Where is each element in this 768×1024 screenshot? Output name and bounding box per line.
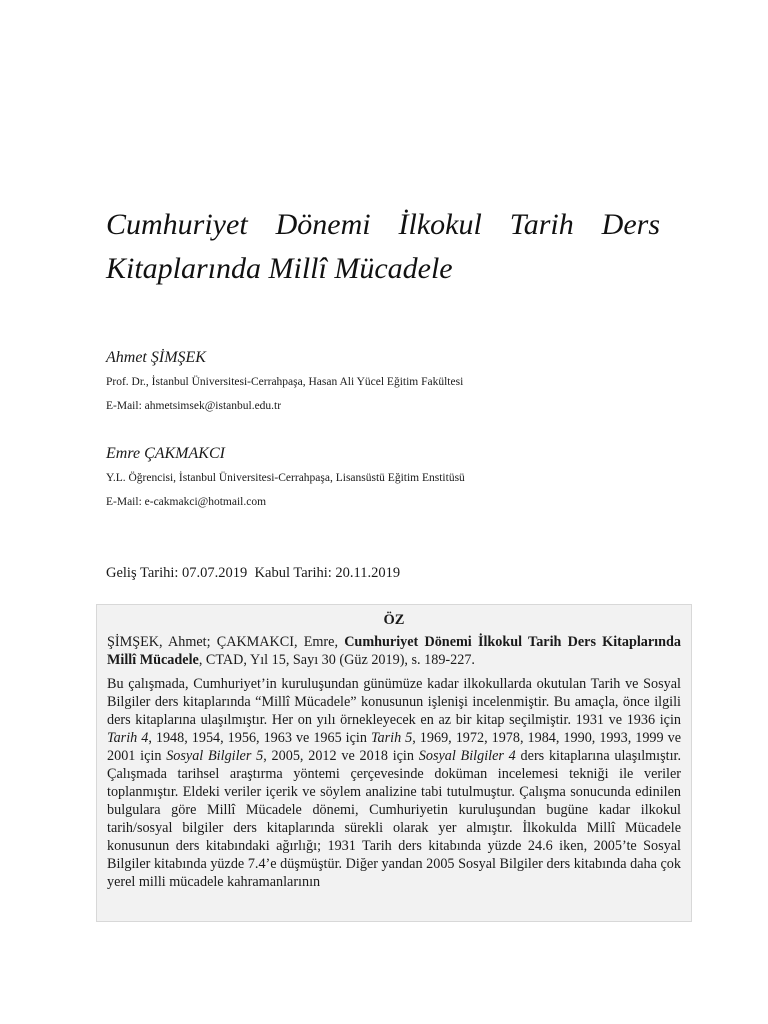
abstract-text: , 2005, 2012 ve 2018 için <box>263 748 419 764</box>
received-date: Geliş Tarihi: 07.07.2019 <box>106 565 248 581</box>
author-name: Emre ÇAKMAKCI <box>106 445 225 462</box>
article-title: Cumhuriyet Dönemi İlkokul Tarih Ders Kitaplarında Millî Mücadele <box>106 208 660 285</box>
author-affiliation: Y.L. Öğrencisi, İstanbul Üniversitesi-Cerrahpaşa, Lisansüstü Eğitim Enstitüsü <box>106 472 465 484</box>
abstract-citation <box>107 633 681 669</box>
date-separator <box>247 565 254 581</box>
accepted-date: Kabul Tarihi: 20.11.2019 <box>254 565 401 581</box>
book-title: Sosyal Bilgiler 5 <box>166 748 264 764</box>
abstract-text: , 1969, 1972, 1978, 1984, 1990, 1993, 1999 ve 2001 için <box>107 730 681 764</box>
author-email: E-Mail: ahmetsimsek@istanbul.edu.tr <box>106 400 282 412</box>
abstract-text: ders kitaplarına ulaşılmıştır. Çalışmada tarihsel araştırma yöntemi çerçevesinde doküman incelemesi tekniği ile veriler toplanmıştır. Eldeki veriler içerik ve söylem analizine tabi tutulmuştur. Çalışma sonucunda edinilen bulgulara göre Millî Mücadele dönemi, Cumhuriyetin kuruluşundan bugüne kadar ilkokul tarih/sosyal bilgiler ders kitaplarında sürekli olarak yer almıştır. İlkokulda Millî Mücadele konusunun ders kitabındaki ağırlığı; 1931 Tarih ders kitabında yüzde 24.6 iken, 2005’te Sosyal Bilgiler kitabında yüzde 7.4’e düşmüştür. Diğer yandan 2005 Sosyal Bilgiler ders kitabında daha çok yerel milli mücadele kahramanlarının <box>107 748 682 890</box>
citation-authors: ŞİMŞEK, Ahmet; ÇAKMAKCI, Emre, <box>107 634 345 650</box>
author-affiliation: Prof. Dr., İstanbul Üniversitesi-Cerrahpaşa, Hasan Ali Yücel Eğitim Fakültesi <box>106 376 464 388</box>
submission-dates <box>106 564 400 582</box>
author-block-2 <box>106 444 666 510</box>
author-block-1 <box>106 348 666 414</box>
abstract-text: Bu çalışmada, Cumhuriyet’in kuruluşundan günümüze kadar ilkokullarda okutulan Tarih ve Sosyal Bilgiler ders kitaplarında “Millî Mücadele” konusunun işlenişi incelenmiştir. Bu amaçla, önce ilgili ders kitaplarına ulaşılmıştır. Her on yılı örnekleyecek en az bir kitap seçilmiştir. 1931 ve 1936 için <box>107 676 681 728</box>
book-title: Sosyal Bilgiler 4 <box>418 748 516 764</box>
book-title: Tarih 4 <box>107 730 149 746</box>
author-name: Ahmet ŞİMŞEK <box>106 349 206 366</box>
abstract-box <box>96 604 692 922</box>
citation-details: , CTAD, Yıl 15, Sayı 30 (Güz 2019), s. 189-227. <box>198 652 475 668</box>
abstract-heading: ÖZ <box>383 612 405 628</box>
abstract-body <box>107 675 681 891</box>
abstract-text: , 1948, 1954, 1956, 1963 ve 1965 için <box>148 730 371 746</box>
citation-title: Cumhuriyet Dönemi İlkokul Tarih Ders Kitaplarında Millî Mücadele <box>107 634 682 668</box>
book-title: Tarih 5 <box>370 730 413 746</box>
author-email: E-Mail: e-cakmakci@hotmail.com <box>106 496 267 508</box>
